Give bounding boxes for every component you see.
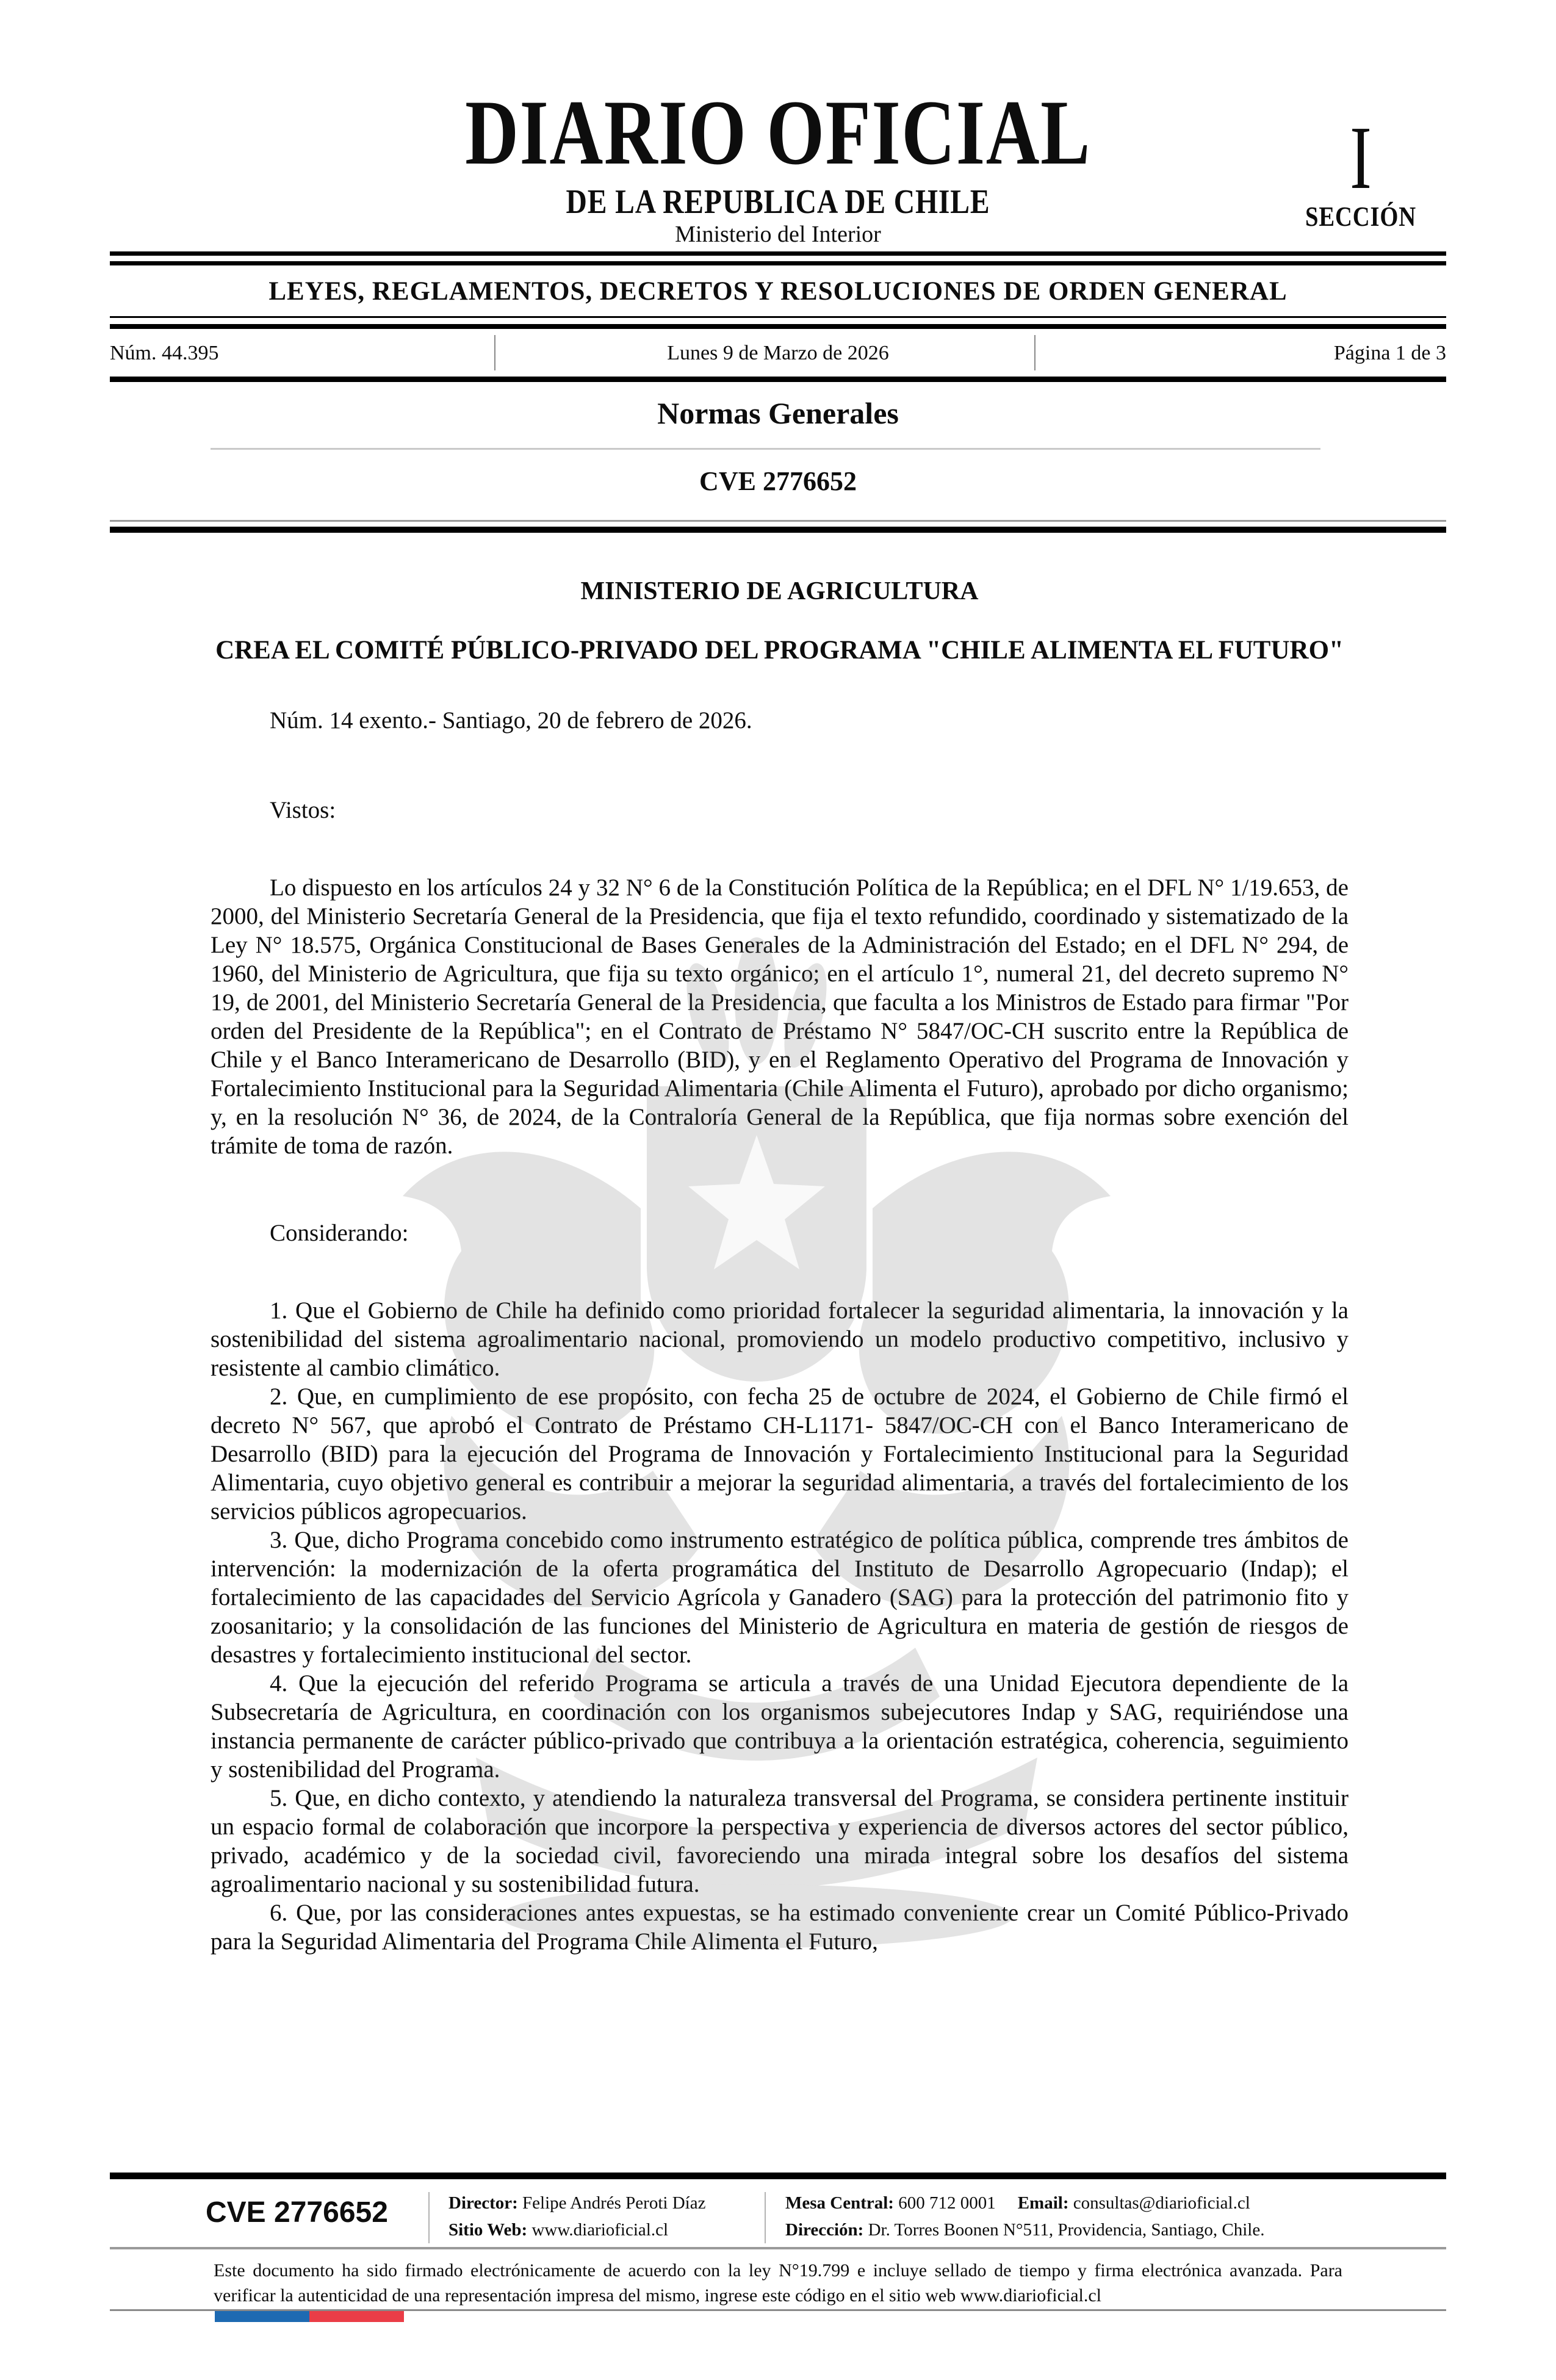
footer-director-column <box>448 2190 705 2243</box>
address-label: Dirección: <box>785 2220 864 2240</box>
footer-address-line <box>785 2216 1349 2243</box>
footer-divider-1 <box>428 2192 430 2243</box>
footer-director-line <box>448 2190 705 2216</box>
flag-blue-segment <box>215 2311 309 2322</box>
decree-body <box>211 577 1349 1956</box>
decree-ministry-heading: MINISTERIO DE AGRICULTURA <box>580 577 979 605</box>
chile-flag-bar <box>215 2311 404 2322</box>
footer-info-block <box>206 2190 1349 2246</box>
vistos-paragraph: Lo dispuesto en los artículos 24 y 32 N° 6 de la Constitución Política de la República; en el DFL N° 1/19.653, de 2000, del Ministerio Secretaría General de la Presidencia, que fija el texto refundido, coordinado y sistematizado de la Ley N° 18.575, Orgánica Constitucional de Bases Generales de la Administración del Estado; en el DFL N° 294, de 1960, del Ministerio de Agricultura, que fija su texto orgánico; en el artículo 1°, numeral 21, del decreto supremo N° 19, de 2001, del Ministerio Secretaría General de la Presidencia, que faculta a los Ministros de Estado para firmar "Por orden del Presidente de la República"; en el Contrato de Préstamo N° 5847/OC-CH suscrito entre la República de Chile y el Banco Interamericano de Desarrollo (BID), y en el Reglamento Operativo del Programa de Innovación y Fortalecimiento Institucional para la Seguridad Alimentaria (Chile Alimenta el Futuro), aprobado por dicho organismo; y, en la resolución N° 36, de 2024, de la Contraloría General de la República, que fija normas sobre exención del trámite de toma de razón. <box>211 874 1349 1159</box>
masthead-subtitle: DE LA REPUBLICA DE CHILE <box>566 183 990 221</box>
consideration-paragraph: 6. Que, por las consideraciones antes expuestas, se ha estimado conveniente crear un Comité Público-Privado para la Seguridad Alimentaria del Programa Chile Alimenta el Futuro, <box>211 1900 1349 1955</box>
footer-top-rule <box>110 2173 1446 2179</box>
rule-banner-thin <box>110 316 1446 318</box>
phone-number: 600 712 0001 <box>898 2193 996 2213</box>
email-label: Email: <box>1017 2193 1069 2213</box>
rule-top-2 <box>110 261 1446 265</box>
consideration-paragraph: 5. Que, en dicho contexto, y atendiendo la naturaleza transversal del Programa, se considera pertinente instituir un espacio formal de colaboración que incorpore la perspectiva y experiencia de diversos actores del sector público, privado, académico y de la sociedad civil, favoreciendo una mirada integral sobre los desafíos del sistema agroalimentario nacional y su sostenibilidad futura. <box>211 1785 1349 1897</box>
footer-cve-code: CVE 2776652 <box>206 2196 388 2229</box>
issue-number: Núm. 44.395 <box>110 342 219 364</box>
section-number: I <box>1350 108 1372 208</box>
footer-gray-rule-1 <box>110 2247 1446 2249</box>
consideration-paragraph: 2. Que, en cumplimiento de ese propósito, con fecha 25 de octubre de 2024, el Gobierno de Chile firmó el decreto N° 567, que aprobó el Contrato de Préstamo CH-L1171- 5847/OC-CH con el Banco Interamericano de Desarrollo (BID) para la ejecución del Programa de Innovación y Fortalecimiento Institucional para la Seguridad Alimentaria, cuyo objetivo general es contribuir a mejorar la seguridad alimentaria, a través del fortalecimiento de los servicios públicos agropecuarios. <box>211 1383 1349 1524</box>
consideration-paragraph: 3. Que, dicho Programa concebido como instrumento estratégico de política pública, comprende tres ámbitos de intervención: la modernización de la oferta programática del Instituto de Desarrollo Agropecuario (Indap); el fortalecimiento de las capacidades del Servicio Agrícola y Ganadero (SAG) para la protección del patrimonio fito y zoosanitario; y la consolidación de las funciones del Ministerio de Agricultura en materia de gestión de riesgos de desastres y fortalecimiento institucional del sector. <box>211 1527 1349 1668</box>
rule-top-1 <box>110 251 1446 256</box>
masthead <box>0 0 1556 247</box>
issue-page: Página 1 de 3 <box>1333 342 1447 364</box>
consideration-paragraph: 4. Que la ejecución del referido Programa se articula a través de una Unidad Ejecutora dependiente de la Subsecretaría de Agricultura, en coordinación con los organismos subejecutores Indap y SAG, requiriéndose una instancia permanente de carácter público-privado que contribuya a la orientación estratégica, coherencia, seguimiento y sostenibilidad del Programa. <box>211 1670 1349 1783</box>
flag-red-segment <box>309 2311 404 2322</box>
rule-cve-thin <box>110 520 1446 522</box>
address-value: Dr. Torres Boonen N°511, Providencia, Santiago, Chile. <box>868 2220 1265 2240</box>
director-name: Felipe Andrés Peroti Díaz <box>522 2193 706 2213</box>
section-block <box>1278 108 1443 233</box>
rule-under-section-title <box>211 448 1320 450</box>
rule-cve-thick <box>110 527 1446 533</box>
email-address[interactable]: consultas@diarioficial.cl <box>1073 2193 1250 2213</box>
issue-date: Lunes 9 de Marzo de 2026 <box>667 342 889 364</box>
website-label: Sitio Web: <box>448 2220 528 2240</box>
issue-bar <box>110 337 1446 369</box>
phone-label: Mesa Central: <box>785 2193 894 2213</box>
decree-number-line: Núm. 14 exento.- Santiago, 20 de febrero de 2026. <box>270 707 752 734</box>
section-title: Normas Generales <box>657 396 899 430</box>
footer-contact-column <box>785 2190 1349 2243</box>
legal-fine-print: Este documento ha sido firmado electrónicamente de acuerdo con la ley N°19.799 e incluye sellado de tiempo y firma electrónica avanzada. Para verificar la autenticidad de una representación impresa del mismo, ingrese este código en el sitio web www.diarioficial.cl <box>214 2260 1342 2306</box>
considerando-label: Considerando: <box>270 1220 409 1246</box>
masthead-ministry: Ministerio del Interior <box>675 222 881 247</box>
footer-contact-line <box>785 2190 1349 2216</box>
consideration-paragraph: 1. Que el Gobierno de Chile ha definido como prioridad fortalecer la seguridad alimentaria, la innovación y la sostenibilidad del sistema agroalimentario nacional, promoviendo un modelo productivo competitivo, inclusivo y resistente al cambio climático. <box>211 1297 1349 1381</box>
section-label: SECCIÓN <box>1305 201 1416 232</box>
footer-divider-2 <box>765 2192 766 2243</box>
vistos-label: Vistos: <box>270 797 336 823</box>
footer-website-line <box>448 2216 705 2243</box>
cve-code-header: CVE 2776652 <box>699 466 857 496</box>
rule-banner-thick <box>110 324 1446 329</box>
decree-title: CREA EL COMITÉ PÚBLICO-PRIVADO DEL PROGRAMA "CHILE ALIMENTA EL FUTURO" <box>215 636 1344 665</box>
website-url[interactable]: www.diarioficial.cl <box>531 2220 669 2240</box>
director-label: Director: <box>448 2193 518 2213</box>
banner-heading: LEYES, REGLAMENTOS, DECRETOS Y RESOLUCIONES DE ORDEN GENERAL <box>268 277 1288 306</box>
issue-bar-separator-left <box>494 335 495 370</box>
issue-bar-separator-right <box>1034 335 1036 370</box>
rule-issue-bottom <box>110 377 1446 382</box>
masthead-title: DIARIO OFICIAL <box>465 81 1091 184</box>
